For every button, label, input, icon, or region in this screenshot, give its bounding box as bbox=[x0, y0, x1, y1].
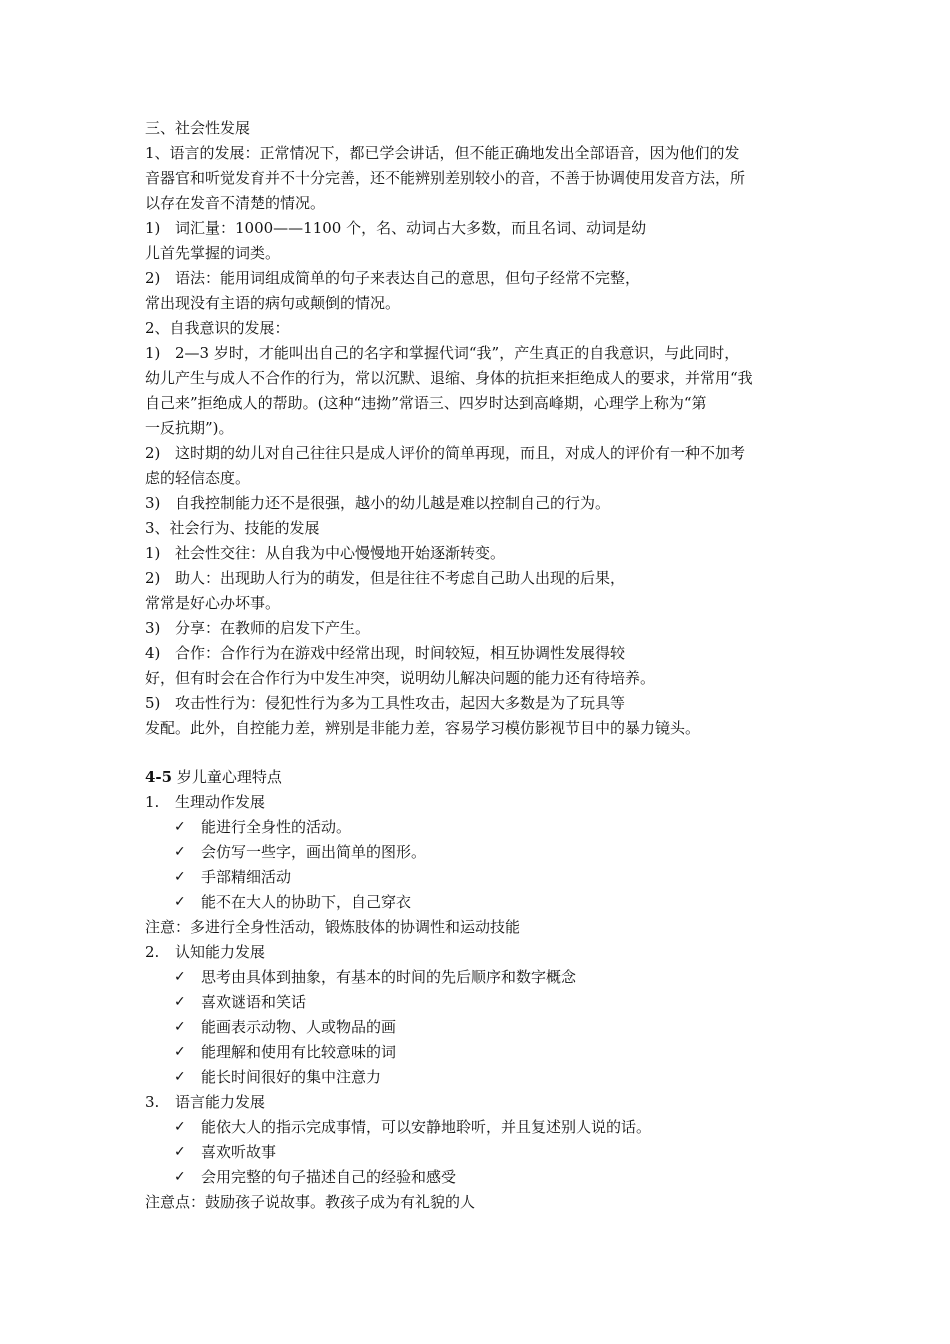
item-text: 2—3 岁时，才能叫出自己的名字和掌握代词“我”，产生真正的自我意识，与此同时， bbox=[175, 344, 740, 362]
note-line: 注意：多进行全身性活动，锻炼肢体的协调性和运动技能 bbox=[145, 918, 521, 936]
item-number: 4) bbox=[145, 644, 161, 662]
checklist-item: 喜欢听故事 bbox=[201, 1143, 277, 1161]
section-title bbox=[145, 767, 282, 787]
item-number: 1) bbox=[145, 219, 161, 237]
checklist-item: 能不在大人的协助下，自己穿衣 bbox=[201, 893, 412, 911]
check-icon: ✓ bbox=[174, 1144, 186, 1160]
check-icon: ✓ bbox=[174, 1069, 186, 1085]
list-item bbox=[145, 543, 505, 563]
item-text: 攻击性行为：侵犯性行为多为工具性攻击，起因大多数是为了玩具等 bbox=[175, 694, 626, 712]
checklist-item: 能理解和使用有比较意味的词 bbox=[201, 1043, 397, 1061]
checklist-item: 会仿写一些字，画出简单的图形。 bbox=[201, 843, 427, 861]
item-number: 3. bbox=[145, 1093, 160, 1111]
numbered-heading bbox=[145, 942, 265, 962]
check-icon: ✓ bbox=[174, 1044, 186, 1060]
item-number: 1. bbox=[145, 793, 160, 811]
check-icon: ✓ bbox=[174, 1169, 186, 1185]
paragraph-line: 1、语言的发展：正常情况下，都已学会讲话，但不能正确地发出全部语音，因为他们的发 bbox=[145, 144, 740, 162]
item-text: 自我控制能力还不是很强，越小的幼儿越是难以控制自己的行为。 bbox=[175, 494, 611, 512]
section-heading: 三、社会性发展 bbox=[145, 119, 251, 137]
list-item bbox=[145, 693, 625, 713]
check-icon: ✓ bbox=[174, 869, 186, 885]
list-item bbox=[145, 443, 745, 463]
heading-text: 语言能力发展 bbox=[175, 1093, 266, 1111]
list-item bbox=[145, 493, 610, 513]
check-icon: ✓ bbox=[174, 844, 186, 860]
paragraph-line: 儿首先掌握的词类。 bbox=[145, 244, 281, 262]
item-number: 3) bbox=[145, 494, 161, 512]
checklist-item: 能长时间很好的集中注意力 bbox=[201, 1068, 382, 1086]
heading-text: 生理动作发展 bbox=[175, 793, 266, 811]
check-icon: ✓ bbox=[174, 1119, 186, 1135]
paragraph-line: 常常是好心办坏事。 bbox=[145, 594, 281, 612]
checklist-item: 喜欢谜语和笑话 bbox=[201, 993, 307, 1011]
item-number: 2) bbox=[145, 444, 161, 462]
list-item bbox=[145, 568, 625, 588]
item-number: 1) bbox=[145, 544, 161, 562]
paragraph-line: 一反抗期”)。 bbox=[145, 419, 234, 437]
title-text: 岁儿童心理特点 bbox=[172, 768, 282, 786]
item-number: 2. bbox=[145, 943, 160, 961]
checklist-item: 手部精细活动 bbox=[201, 868, 292, 886]
item-number: 2) bbox=[145, 269, 161, 287]
numbered-heading bbox=[145, 1092, 265, 1112]
list-item bbox=[145, 618, 370, 638]
item-number: 1) bbox=[145, 344, 161, 362]
item-text: 助人：出现助人行为的萌发，但是往往不考虑自己助人出现的后果， bbox=[175, 569, 626, 587]
list-item bbox=[145, 343, 739, 363]
numbered-heading bbox=[145, 792, 265, 812]
item-text: 词汇量：1000——1100 个，名、动词占大多数，而且名词、动词是幼 bbox=[175, 219, 647, 237]
paragraph-line: 幼儿产生与成人不合作的行为，常以沉默、退缩、身体的抗拒来拒绝成人的要求，并常用“我 bbox=[145, 369, 753, 387]
item-number: 2) bbox=[145, 569, 161, 587]
item-text: 合作：合作行为在游戏中经常出现，时间较短，相互协调性发展得较 bbox=[175, 644, 626, 662]
paragraph-line: 发配。此外，自控能力差，辨别是非能力差，容易学习模仿影视节目中的暴力镜头。 bbox=[145, 719, 701, 737]
checklist-item: 能进行全身性的活动。 bbox=[201, 818, 352, 836]
paragraph-line: 自己来”拒绝成人的帮助。(这种“违拗”常语三、四岁时达到高峰期，心理学上称为“第 bbox=[145, 394, 707, 412]
check-icon: ✓ bbox=[174, 819, 186, 835]
item-text: 分享：在教师的启发下产生。 bbox=[175, 619, 371, 637]
list-item bbox=[145, 268, 640, 288]
list-item bbox=[145, 218, 646, 238]
subsection-heading: 3、社会行为、技能的发展 bbox=[145, 519, 320, 537]
item-number: 5) bbox=[145, 694, 161, 712]
paragraph-line: 常出现没有主语的病句或颠倒的情况。 bbox=[145, 294, 401, 312]
check-icon: ✓ bbox=[174, 894, 186, 910]
list-item bbox=[145, 643, 625, 663]
paragraph-line: 音器官和听觉发育并不十分完善，还不能辨别差别较小的音，不善于协调使用发音方法，所 bbox=[145, 169, 746, 187]
age-range: 4-5 bbox=[145, 768, 173, 786]
subsection-heading: 2、自我意识的发展： bbox=[145, 319, 290, 337]
check-icon: ✓ bbox=[174, 969, 186, 985]
paragraph-line: 好，但有时会在合作行为中发生冲突，说明幼儿解决问题的能力还有待培养。 bbox=[145, 669, 656, 687]
item-number: 3) bbox=[145, 619, 161, 637]
item-text: 语法：能用词组成简单的句子来表达自己的意思，但句子经常不完整， bbox=[175, 269, 641, 287]
paragraph-line: 以存在发音不清楚的情况。 bbox=[145, 194, 326, 212]
checklist-item: 会用完整的句子描述自己的经验和感受 bbox=[201, 1168, 457, 1186]
check-icon: ✓ bbox=[174, 1019, 186, 1035]
check-icon: ✓ bbox=[174, 994, 186, 1010]
checklist-item: 能画表示动物、人或物品的画 bbox=[201, 1018, 397, 1036]
checklist-item: 思考由具体到抽象，有基本的时间的先后顺序和数字概念 bbox=[201, 968, 577, 986]
note-line: 注意点：鼓励孩子说故事。教孩子成为有礼貌的人 bbox=[145, 1193, 476, 1211]
heading-text: 认知能力发展 bbox=[175, 943, 266, 961]
item-text: 这时期的幼儿对自己往往只是成人评价的简单再现，而且，对成人的评价有一种不加考 bbox=[175, 444, 746, 462]
item-text: 社会性交往：从自我为中心慢慢地开始逐渐转变。 bbox=[175, 544, 506, 562]
checklist-item: 能依大人的指示完成事情，可以安静地聆听，并且复述别人说的话。 bbox=[201, 1118, 652, 1136]
paragraph-line: 虑的轻信态度。 bbox=[145, 469, 251, 487]
